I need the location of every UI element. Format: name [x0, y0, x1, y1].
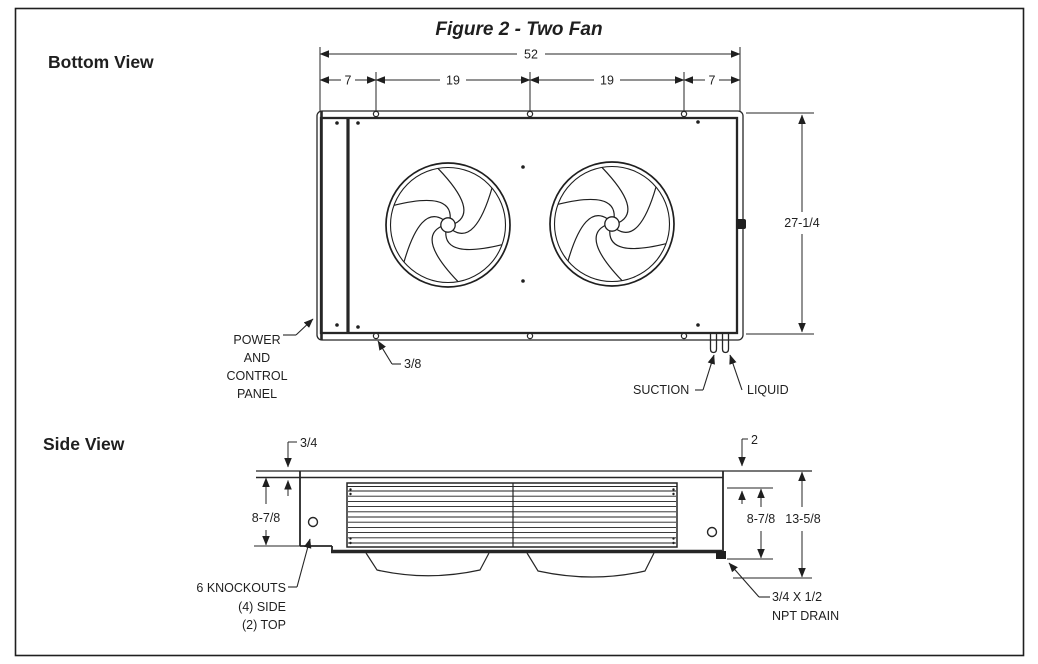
drain-fitting	[716, 551, 726, 559]
dim-mounting-hole: 3/8	[404, 357, 422, 371]
liquid-label: LIQUID	[747, 383, 789, 397]
dim-height-right: 8-7/8	[746, 512, 776, 526]
dim-seg-2: 19	[446, 73, 460, 88]
power-panel-label-2: AND	[243, 351, 271, 365]
dim-right-offset: 2	[751, 433, 758, 447]
power-panel-label-3: CONTROL	[226, 369, 288, 383]
dim-overall-width: 52	[524, 47, 538, 62]
bottom-view-label: Bottom View	[48, 52, 154, 72]
power-panel-label-1: POWER	[233, 333, 281, 347]
suction-label: SUCTION	[633, 383, 690, 397]
figure-title: Figure 2 - Two Fan	[435, 19, 603, 40]
knockouts-label-2: (4) SIDE	[238, 600, 286, 614]
knockouts-label-1: 6 KNOCKOUTS	[196, 581, 286, 595]
dim-seg-1: 7	[344, 73, 352, 88]
side-view-label: Side View	[43, 434, 125, 454]
dim-depth: 27-1/4	[784, 216, 820, 230]
dim-height-left: 8-7/8	[251, 511, 281, 525]
drain-label-1: 3/4 X 1/2	[772, 590, 823, 604]
dim-flange-offset: 3/4	[300, 436, 318, 450]
dim-seg-4: 7	[708, 73, 716, 88]
knockouts-label-3: (2) TOP	[242, 618, 286, 632]
side-tab	[736, 219, 746, 229]
drain-label-2: NPT DRAIN	[772, 609, 840, 623]
dim-total-height: 13-5/8	[785, 512, 821, 526]
power-panel-label-4: PANEL	[236, 387, 278, 401]
dim-seg-3: 19	[600, 73, 614, 88]
